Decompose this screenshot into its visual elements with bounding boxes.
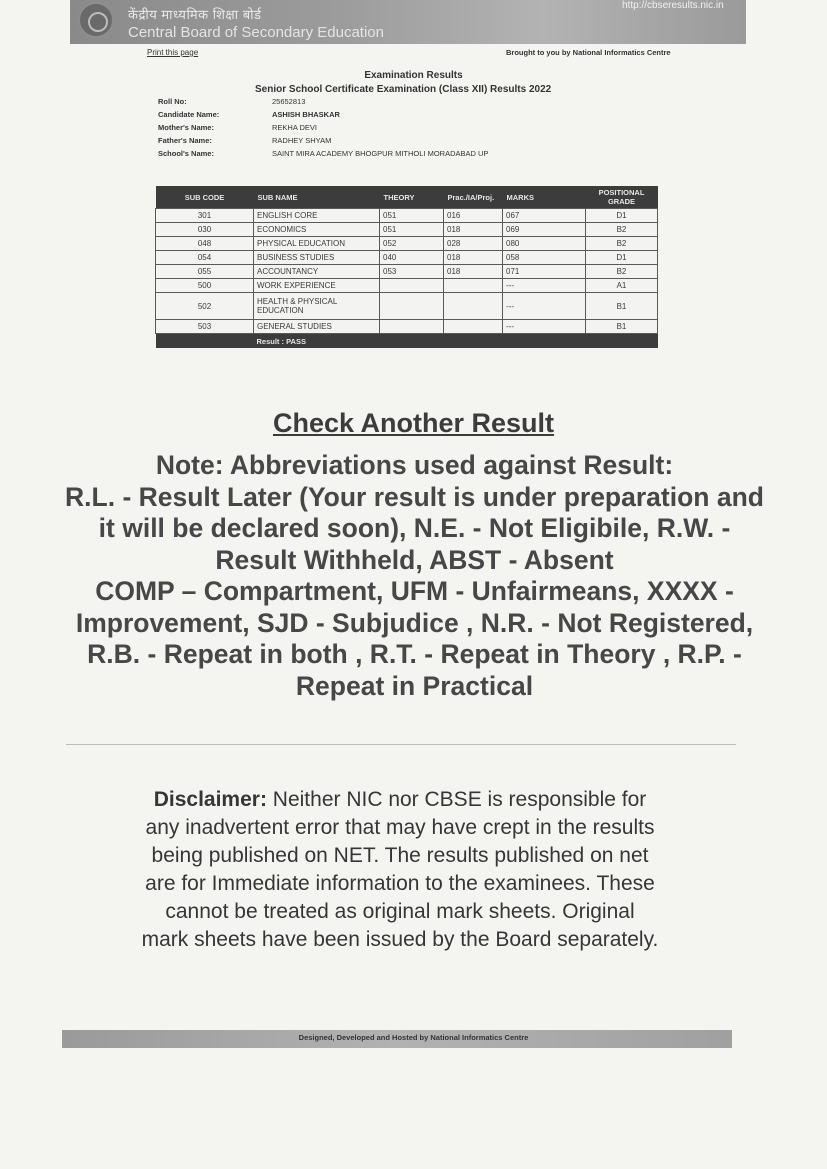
sub-code-cell: 054 xyxy=(156,251,254,265)
table-header-row xyxy=(156,186,658,209)
sub-name-cell: GENERAL STUDIES xyxy=(254,320,380,334)
marks-cell: 058 xyxy=(503,251,586,265)
practical-cell: 028 xyxy=(444,237,503,251)
exam-subtitle: Senior School Certificate Examination (Class XII) Results 2022 xyxy=(255,84,552,95)
sub-code-cell: 500 xyxy=(156,279,254,293)
result-cell xyxy=(254,334,658,349)
sub-name-cell: ECONOMICS xyxy=(254,223,380,237)
roll-no-label: Roll No: xyxy=(158,97,187,106)
school-name-row xyxy=(158,149,488,158)
grade-cell: B1 xyxy=(586,320,658,334)
practical-cell: 016 xyxy=(444,209,503,223)
mother-name-label: Mother's Name: xyxy=(158,123,214,132)
sub-code-cell: 030 xyxy=(156,223,254,237)
father-name-label: Father's Name: xyxy=(158,136,212,145)
school-name-label: School's Name: xyxy=(158,149,214,158)
marks-cell: 067 xyxy=(503,209,586,223)
marks-cell: 069 xyxy=(503,223,586,237)
mother-name-value: REKHA DEVI xyxy=(272,123,318,132)
marks-cell: --- xyxy=(503,279,586,293)
brought-by-text: Brought to you by National Informatics Centre xyxy=(506,48,671,57)
col-header-sub-name: SUB NAME xyxy=(254,186,380,209)
table-row xyxy=(156,251,658,265)
table-row xyxy=(156,223,658,237)
practical-cell xyxy=(444,293,503,320)
sub-name-cell: WORK EXPERIENCE xyxy=(254,279,380,293)
disclaimer xyxy=(140,786,660,954)
sub-code-cell: 503 xyxy=(156,320,254,334)
father-name-row xyxy=(158,136,331,145)
table-row xyxy=(156,265,658,279)
print-page-link[interactable]: Print this page xyxy=(147,48,199,57)
marks-cell: --- xyxy=(503,293,586,320)
result-row xyxy=(156,334,658,349)
theory-cell xyxy=(380,320,444,334)
sub-code-cell: 048 xyxy=(156,237,254,251)
school-name-value: SAINT MIRA ACADEMY BHOGPUR MITHOLI MORADABAD UP xyxy=(272,149,489,158)
table-row xyxy=(156,293,658,320)
table-row xyxy=(156,237,658,251)
site-url: http://cbseresults.nic.in xyxy=(622,0,724,11)
disclaimer-label: Disclaimer: xyxy=(153,788,267,811)
note-heading: Note: Abbreviations used against Result: xyxy=(155,450,674,480)
practical-cell: 018 xyxy=(444,251,503,265)
sub-code-cell: 055 xyxy=(156,265,254,279)
table-row xyxy=(156,279,658,293)
grade-cell: B2 xyxy=(586,265,658,279)
sub-name-cell: ACCOUNTANCY xyxy=(254,265,380,279)
marks-cell: --- xyxy=(503,320,586,334)
disclaimer-text: Neither NIC nor CBSE is responsible for any inadvertent error that may have crept in the results being published on NET. The results published on net are for Immediate information to the examinees. These cannot be treated as original mark sheets. Original mark sheets have been issued by the Board separately. xyxy=(141,788,659,951)
theory-cell: 053 xyxy=(380,265,444,279)
col-header-theory: THEORY xyxy=(380,186,444,209)
result-label: Result : xyxy=(256,336,285,346)
theory-cell: 051 xyxy=(380,223,444,237)
sub-name-cell: HEALTH & PHYSICAL EDUCATION xyxy=(254,293,380,320)
col-header-practical: Prac./IA/Proj. xyxy=(444,186,503,209)
marks-cell: 071 xyxy=(503,265,586,279)
grade-cell: D1 xyxy=(586,209,658,223)
roll-no-row xyxy=(158,97,305,106)
sub-name-cell: PHYSICAL EDUCATION xyxy=(254,237,380,251)
note-abbreviations-1: R.L. - Result Later (Your result is under preparation and it will be declared soon), N.E. - Not Eligibile, R.W. - Result Withheld, ABST - Absent xyxy=(65,481,764,575)
col-header-sub-code: SUB CODE xyxy=(156,186,254,209)
practical-cell: 018 xyxy=(444,223,503,237)
footer-credit: Designed, Developed and Hosted by National Informatics Centre xyxy=(298,1033,529,1042)
divider xyxy=(66,744,736,745)
board-name-hindi: केंद्रीय माध्यमिक शिक्षा बोर्ड xyxy=(128,7,262,22)
candidate-name-value: ASHISH BHASKAR xyxy=(272,110,340,119)
grade-cell: A1 xyxy=(586,279,658,293)
sub-name-cell: BUSINESS STUDIES xyxy=(254,251,380,265)
candidate-name-row xyxy=(158,110,340,119)
candidate-name-label: Candidate Name: xyxy=(158,110,220,119)
check-another-result-link[interactable]: Check Another Result xyxy=(272,408,555,438)
practical-cell xyxy=(444,279,503,293)
sub-code-cell: 502 xyxy=(156,293,254,320)
cbse-logo-icon xyxy=(78,2,114,38)
sub-code-cell: 301 xyxy=(156,209,254,223)
board-name: Central Board of Secondary Education xyxy=(128,24,384,41)
sub-name-cell: ENGLISH CORE xyxy=(254,209,380,223)
grade-cell: D1 xyxy=(586,251,658,265)
table-row xyxy=(156,209,658,223)
marks-table xyxy=(155,186,658,348)
table-row xyxy=(156,320,658,334)
theory-cell xyxy=(380,293,444,320)
grade-cell: B1 xyxy=(586,293,658,320)
roll-no-value: 25652813 xyxy=(272,97,306,106)
theory-cell: 052 xyxy=(380,237,444,251)
marks-cell: 080 xyxy=(503,237,586,251)
theory-cell xyxy=(380,279,444,293)
practical-cell: 018 xyxy=(444,265,503,279)
exam-title: Examination Results xyxy=(364,70,463,81)
grade-cell: B2 xyxy=(586,237,658,251)
practical-cell xyxy=(444,320,503,334)
result-value: PASS xyxy=(286,336,306,346)
grade-cell: B2 xyxy=(586,223,658,237)
note-abbreviations-2: COMP – Compartment, UFM - Unfairmeans, XXXX - Improvement, SJD - Subjudice , N.R. - Not Registered, R.B. - Repeat in both , R.T. - Repeat in Theory , R.P. - Repeat in Practical xyxy=(75,576,754,701)
theory-cell: 040 xyxy=(380,251,444,265)
abbreviations-note xyxy=(62,450,767,702)
col-header-positional-grade: POSITIONAL GRADE xyxy=(586,186,658,209)
mother-name-row xyxy=(158,123,317,132)
col-header-marks: MARKS xyxy=(503,186,586,209)
father-name-value: RADHEY SHYAM xyxy=(272,136,332,145)
theory-cell: 051 xyxy=(380,209,444,223)
